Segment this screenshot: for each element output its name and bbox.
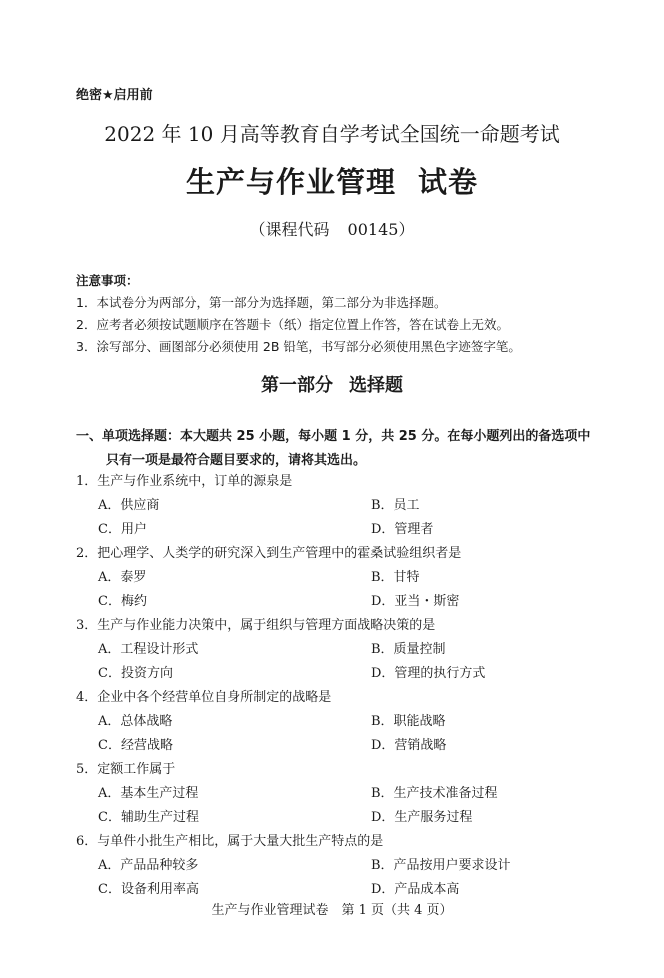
question-stem: 2．把心理学、人类学的研究深入到生产管理中的霍桑试验组织者是 xyxy=(76,546,462,561)
section-heading xyxy=(76,425,636,473)
confidential-label: 绝密★启用前 xyxy=(76,88,153,103)
option-b: B．甘特 xyxy=(371,570,420,585)
part-name: 选择题 xyxy=(349,375,403,396)
option-c: C．梅约 xyxy=(98,594,147,609)
page-footer: 生产与作业管理试卷 第 1 页（共 4 页） xyxy=(211,903,453,918)
course-code xyxy=(0,217,664,240)
option-b: B．生产技术准备过程 xyxy=(371,786,498,801)
course-code-label: （课程代码 xyxy=(249,220,330,239)
option-a: A．供应商 xyxy=(98,498,160,513)
option-a: A．工程设计形式 xyxy=(98,642,199,657)
question-item xyxy=(76,542,636,614)
question-item xyxy=(76,686,636,758)
question-item xyxy=(76,614,636,686)
option-c: C．设备利用率高 xyxy=(98,882,199,897)
question-item xyxy=(76,830,636,902)
option-c: C．辅助生产过程 xyxy=(98,810,199,825)
notes-item: 3．涂写部分、画图部分必须使用 2B 铅笔，书写部分必须使用黑色字迹签字笔。 xyxy=(76,339,521,354)
option-c: C．投资方向 xyxy=(98,666,173,681)
notes-title: 注意事项： xyxy=(76,273,139,288)
subject-title xyxy=(0,160,664,201)
option-a: A．总体战略 xyxy=(98,714,173,729)
option-c: C．用户 xyxy=(98,522,147,537)
question-stem: 1．生产与作业系统中，订单的源泉是 xyxy=(76,474,293,489)
option-d: D．管理者 xyxy=(371,522,434,537)
option-a: A．基本生产过程 xyxy=(98,786,199,801)
option-a: A．泰罗 xyxy=(98,570,147,585)
part-title xyxy=(0,371,664,397)
option-b: B．产品按用户要求设计 xyxy=(371,858,511,873)
question-item xyxy=(76,470,636,542)
subject-suffix: 试卷 xyxy=(418,165,479,199)
question-stem: 6．与单件小批生产相比，属于大量大批生产特点的是 xyxy=(76,834,384,849)
exam-title: 2022 年 10 月高等教育自学考试全国统一命题考试 xyxy=(104,122,560,146)
question-stem: 5．定额工作属于 xyxy=(76,762,176,777)
question-list xyxy=(76,470,636,902)
question-stem: 3．生产与作业能力决策中，属于组织与管理方面战略决策的是 xyxy=(76,618,436,633)
option-d: D．生产服务过程 xyxy=(371,810,473,825)
option-b: B．员工 xyxy=(371,498,420,513)
question-stem: 4．企业中各个经营单位自身所制定的战略是 xyxy=(76,690,332,705)
option-c: C．经营战略 xyxy=(98,738,173,753)
section-heading-line: 一、单项选择题：本大题共 25 小题，每小题 1 分，共 25 分。在每小题列出的备选项中 xyxy=(76,429,591,444)
course-code-value: 00145） xyxy=(347,220,415,239)
option-d: D．营销战略 xyxy=(371,738,447,753)
notes-block xyxy=(76,270,521,358)
option-b: B．职能战略 xyxy=(371,714,446,729)
option-b: B．质量控制 xyxy=(371,642,446,657)
option-a: A．产品品种较多 xyxy=(98,858,199,873)
part-label: 第一部分 xyxy=(261,375,333,396)
option-d: D．产品成本高 xyxy=(371,882,460,897)
section-heading-line: 只有一项是最符合题目要求的，请将其选出。 xyxy=(106,453,367,468)
subject-name: 生产与作业管理 xyxy=(185,165,396,199)
question-item xyxy=(76,758,636,830)
option-d: D．亚当・斯密 xyxy=(371,594,460,609)
option-d: D．管理的执行方式 xyxy=(371,666,486,681)
notes-item: 1．本试卷分为两部分，第一部分为选择题，第二部分为非选择题。 xyxy=(76,295,447,310)
notes-item: 2．应考者必须按试题顺序在答题卡（纸）指定位置上作答，答在试卷上无效。 xyxy=(76,317,509,332)
